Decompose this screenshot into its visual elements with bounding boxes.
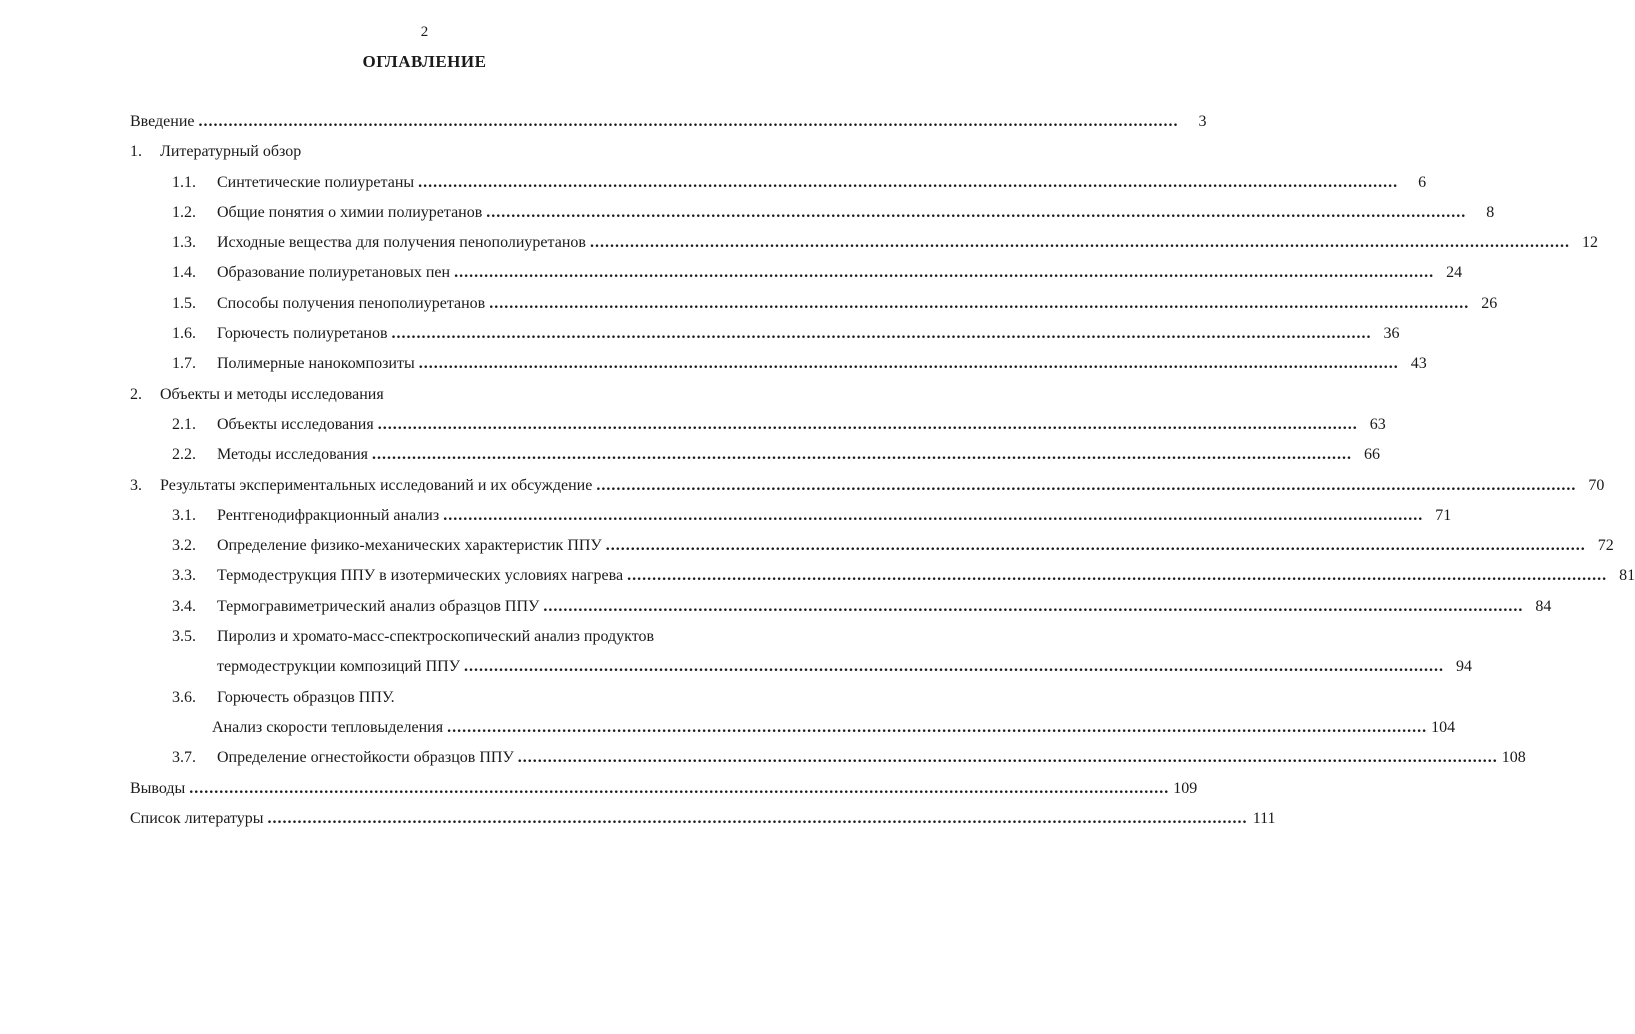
toc-entry-page: 81	[1619, 567, 1635, 585]
toc-entry-title: Определение физико-механических характеристик ППУ	[217, 537, 602, 555]
toc-entry-title: Литературный обзор	[160, 143, 302, 161]
toc-dot-leader	[268, 807, 1248, 831]
toc-dot-leader	[518, 746, 1498, 770]
toc-entry-number: 3.	[130, 476, 142, 494]
toc-dot-leader	[392, 322, 1372, 346]
toc-entry-title: Анализ скорости тепловыделения	[212, 718, 444, 736]
toc-dot-leader	[189, 777, 1169, 801]
toc-entry	[130, 261, 1463, 291]
toc-entry-title: Общие понятия о химии полиуретанов	[217, 203, 483, 221]
toc-entry-continuation	[130, 655, 1473, 685]
toc-entry-title: Определение огнестойкости образцов ППУ	[217, 749, 514, 767]
toc-entry-page: 108	[1501, 749, 1526, 767]
toc-entry-title: Способы получения пенополиуретанов	[217, 294, 486, 312]
toc-entry-page: 6	[1418, 173, 1427, 191]
toc-entry-title: Список литературы	[130, 809, 264, 827]
toc-entry	[130, 534, 1614, 564]
toc-dot-leader	[418, 171, 1398, 195]
toc-entry-number: 3.2.	[172, 537, 196, 555]
toc-entry-page: 12	[1581, 234, 1598, 252]
toc-entry-title: Выводы	[130, 779, 186, 797]
toc-dot-leader	[378, 413, 1358, 437]
toc-entry-title: Объекты и методы исследования	[160, 385, 384, 403]
toc-entry-page: 36	[1383, 325, 1400, 343]
toc-entry	[130, 504, 1452, 534]
toc-entry-number: 2.2.	[172, 446, 196, 464]
toc-entry-title: Рентгенодифракционный анализ	[217, 506, 440, 524]
toc-entry-title: Объекты исследования	[217, 415, 374, 433]
toc-entry	[130, 777, 1198, 807]
toc-entry	[130, 746, 1526, 776]
toc-dot-leader	[543, 595, 1523, 619]
toc-entry-title: Образование полиуретановых пен	[217, 264, 451, 282]
toc-dot-leader	[606, 534, 1586, 558]
toc-entry-title: Горючесть полиуретанов	[217, 325, 388, 343]
toc-entry-title: Термогравиметрический анализ образцов ППУ	[217, 597, 540, 615]
toc-entry-page: 72	[1597, 537, 1614, 555]
toc-entry-number: 3.5.	[172, 628, 196, 646]
table-of-contents	[130, 110, 1635, 837]
toc-entry	[130, 383, 720, 413]
toc-entry-page: 94	[1456, 658, 1473, 676]
toc-dot-leader	[627, 564, 1607, 588]
toc-dot-leader	[447, 716, 1427, 740]
toc-entry-title: Исходные вещества для получения пенополиуретанов	[217, 234, 586, 252]
toc-entry-number: 1.6.	[172, 325, 196, 343]
toc-entry	[130, 292, 1498, 322]
toc-dot-leader	[419, 352, 1399, 376]
toc-entry-page: 24	[1446, 264, 1463, 282]
page-number: 2	[420, 24, 429, 40]
toc-entry	[130, 322, 1400, 352]
toc-entry-number: 3.7.	[172, 749, 196, 767]
toc-entry-title: Результаты экспериментальных исследований и их обсуждение	[160, 476, 593, 494]
toc-dot-leader	[464, 655, 1444, 679]
toc-entry	[130, 807, 1276, 837]
toc-dot-leader	[486, 201, 1466, 225]
toc-entry-page: 66	[1364, 446, 1381, 464]
toc-entry-number: 2.	[130, 385, 142, 403]
toc-entry-page: 3	[1198, 113, 1207, 130]
toc-entry-number: 3.1.	[172, 506, 196, 524]
toc-entry-number: 3.3.	[172, 567, 196, 585]
toc-entry-number: 2.1.	[172, 415, 196, 433]
toc-entry-title: Методы исследования	[217, 446, 369, 464]
toc-entry	[130, 443, 1381, 473]
toc-dot-leader	[596, 474, 1576, 498]
toc-dot-leader	[590, 231, 1570, 255]
toc-entry-continuation	[130, 716, 1456, 746]
toc-entry	[130, 474, 1605, 504]
toc-entry-number: 1.1.	[172, 173, 196, 191]
toc-entry-number: 1.5.	[172, 294, 196, 312]
toc-dot-leader	[489, 292, 1469, 316]
toc-entry-page: 71	[1435, 506, 1452, 524]
page-title: ОГЛАВЛЕНИЕ	[362, 52, 487, 71]
toc-entry-title: Введение	[130, 113, 195, 130]
toc-entry-number: 1.2.	[172, 203, 196, 221]
toc-entry-number: 1.7.	[172, 355, 196, 373]
toc-entry	[130, 110, 1207, 140]
toc-entry-page: 8	[1486, 203, 1495, 221]
toc-entry	[130, 201, 1495, 231]
toc-entry-page: 43	[1410, 355, 1427, 373]
toc-entry-page: 111	[1252, 809, 1276, 827]
toc-entry	[130, 564, 1635, 594]
toc-entry-number: 3.4.	[172, 597, 196, 615]
toc-entry	[130, 595, 1552, 625]
toc-entry	[130, 413, 1386, 443]
toc-dot-leader	[454, 261, 1434, 285]
toc-entry-title: Термодеструкция ППУ в изотермических условиях нагрева	[217, 567, 624, 585]
toc-entry-title: термодеструкции композиций ППУ	[217, 658, 461, 676]
toc-entry	[130, 352, 1427, 382]
toc-entry	[130, 625, 720, 655]
toc-entry	[130, 686, 720, 716]
toc-entry-page: 26	[1481, 294, 1498, 312]
toc-dot-leader	[443, 504, 1423, 528]
toc-dot-leader	[199, 110, 1179, 134]
toc-entry-page: 109	[1173, 779, 1198, 797]
toc-entry	[130, 171, 1427, 201]
toc-entry-page: 104	[1431, 718, 1456, 736]
toc-entry-number: 3.6.	[172, 688, 196, 706]
toc-entry-page: 63	[1369, 415, 1386, 433]
toc-entry-title: Пиролиз и хромато-масс-спектроскопический анализ продуктов	[217, 628, 655, 646]
toc-entry-number: 1.3.	[172, 234, 196, 252]
toc-entry-title: Синтетические полиуретаны	[217, 173, 415, 191]
toc-entry	[130, 231, 1598, 261]
toc-entry	[130, 140, 720, 170]
toc-entry-page: 84	[1535, 597, 1552, 615]
toc-entry-number: 1.	[130, 143, 142, 161]
toc-entry-page: 70	[1588, 476, 1605, 494]
toc-entry-title: Полимерные нанокомпозиты	[217, 355, 415, 373]
toc-entry-number: 1.4.	[172, 264, 196, 282]
toc-dot-leader	[372, 443, 1352, 467]
toc-entry-title: Горючесть образцов ППУ.	[217, 688, 395, 706]
